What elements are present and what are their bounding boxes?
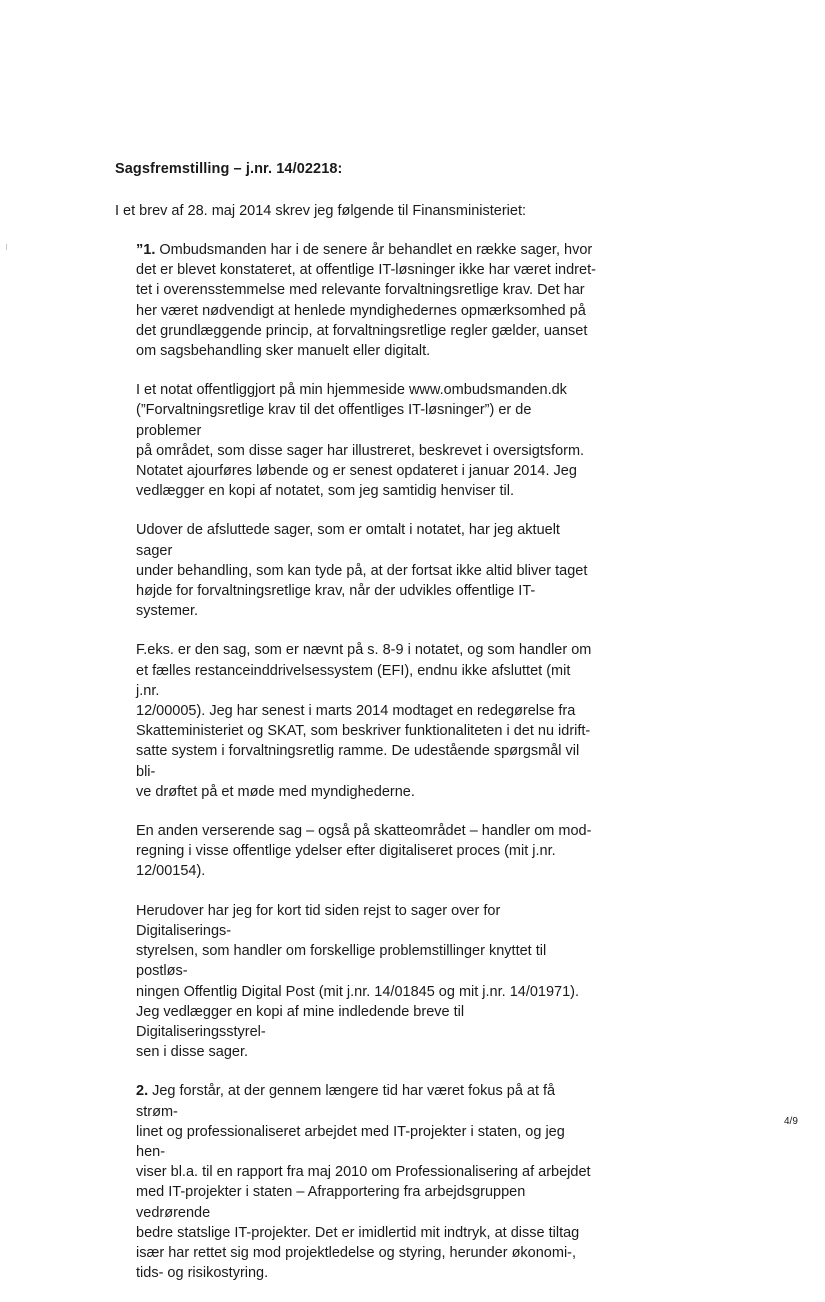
paragraph-5 <box>136 821 596 882</box>
paragraph-text: Ombudsmanden har i de senere år behandlet en række sager, hvor det er blevet konstateret, at offentlige IT-løsninger ikke har været indret- tet i overensstemmelse med relevante forvaltningsretlige krav. Det har her været nødvendigt at henlede myndighedernes opmærksomhed på det grundlæggende princip, at forvaltningsretlige regler gælder, uanset om sagsbehandling sker manuelt eller digitalt. <box>136 242 596 360</box>
page-title: Sagsfremstilling – j.nr. 14/02218: <box>115 161 343 177</box>
paragraph-text: F.eks. er den sag, som er nævnt på s. 8-9 i notatet, og som handler om et fælles restanceinddrivelsessystem (EFI), endnu ikke afsluttet (mit j.nr. 12/00005). Jeg har senest i marts 2014 modtaget en redegørelse fra Skatteministeriet og SKAT, som beskriver funktionaliteten i det nu idrift- satte system i forvaltningsretlig ramme. De udestående spørgsmål vil bli- ve drøftet på et møde med myndighederne. <box>136 642 592 800</box>
paragraph-1 <box>136 240 596 361</box>
paragraph-7 <box>136 1081 596 1283</box>
paragraph-text: I et notat offentliggjort på min hjemmeside www.ombudsmanden.dk (”Forvaltningsretlige krav til det offentliges IT-løsninger”) er de problemer på området, som disse sager har illustreret, beskrevet i oversigtsform. Notatet ajourføres løbende og er senest opdateret i januar 2014. Jeg vedlægger en kopi af notatet, som jeg samtidig henviser til. <box>136 382 585 500</box>
section-number: ”1. <box>136 242 156 258</box>
paragraph-text: Herudover har jeg for kort tid siden rejst to sager over for Digitaliserings- styrelsen, som handler om forskellige problemstillinger knyttet til postløs- ningen Offentlig Digital Post (mit j.nr. 14/01845 og mit j.nr. 14/01971). Jeg vedlægger en kopi af mine indledende breve til Digitaliseringsstyrel- sen i disse sager. <box>136 902 580 1061</box>
paragraph-2 <box>136 380 596 501</box>
quoted-letter <box>136 240 596 1302</box>
intro-sentence: I et brev af 28. maj 2014 skrev jeg følgende til Finansministeriet: <box>115 203 527 219</box>
paragraph-text: En anden verserende sag – også på skatteområdet – handler om mod- regning i visse offentlige ydelser efter digitaliseret proces (mit j.nr. 12/00154). <box>136 823 592 880</box>
section-number: 2. <box>136 1083 149 1100</box>
paragraph-4 <box>136 640 596 802</box>
paragraph-text: Udover de afsluttede sager, som er omtalt i notatet, har jeg aktuelt sager under behandling, som kan tyde på, at der fortsat ikke altid bliver taget højde for forvaltningsretlige krav, når der udvikles offentlige IT-systemer. <box>136 522 588 620</box>
page-number: 4/9 <box>784 1116 798 1127</box>
scan-mark <box>6 244 7 250</box>
paragraph-3 <box>136 520 596 621</box>
paragraph-text: Jeg forstår, at der gennem længere tid har været fokus på at få strøm- linet og professionaliseret arbejdet med IT-projekter i staten, og jeg hen- viser bl.a. til en rapport fra maj 2010 om Professionalisering af arbejdet med IT-projekter i staten – Afrapportering fra arbejdsgruppen vedrørende bedre statslige IT-projekter. Det er imidlertid mit indtryk, at disse tiltag især har rettet sig mod projektledelse og styring, herunder økonomi-, tids- og risikostyring. <box>136 1083 591 1282</box>
paragraph-6 <box>136 901 596 1063</box>
